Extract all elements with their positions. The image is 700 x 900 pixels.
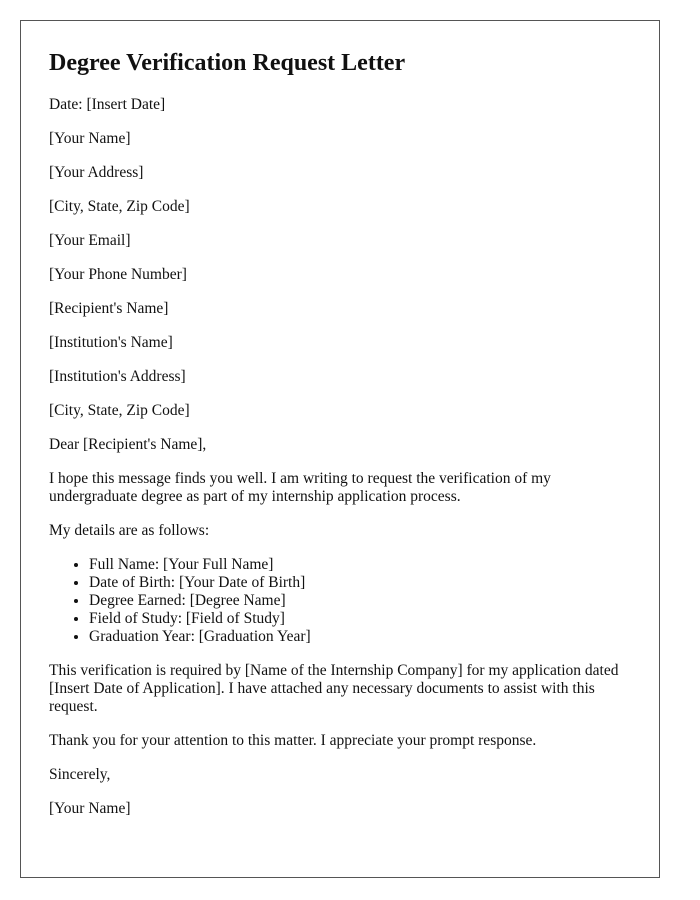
details-item-full-name: • Full Name: [Your Full Name] [89, 556, 631, 574]
recipient-city-state-zip: [City, State, Zip Code] [49, 402, 190, 419]
sender-address: [Your Address] [49, 164, 144, 181]
salutation: Dear [Recipient's Name], [49, 436, 207, 453]
closing: Sincerely, [49, 766, 111, 783]
date-line: Date: [Insert Date] [49, 96, 166, 113]
sender-email: [Your Email] [49, 232, 131, 249]
details-item-degree: • Degree Earned: [Degree Name] [89, 592, 631, 610]
purpose-paragraph: This verification is required by [Name of the Internship Company] for my application dated [Insert Date of Application]. I have attached any necessary documents to assist with this request. [49, 662, 619, 715]
details-intro: My details are as follows: [49, 522, 210, 539]
sender-phone: [Your Phone Number] [49, 266, 187, 283]
recipient-address: [Institution's Address] [49, 368, 186, 385]
recipient-name: [Recipient's Name] [49, 300, 169, 317]
recipient-institution: [Institution's Name] [49, 334, 173, 351]
details-list [49, 556, 631, 646]
letter-container [20, 20, 660, 878]
details-item-field-of-study: • Field of Study: [Field of Study] [89, 610, 631, 628]
sender-name: [Your Name] [49, 130, 131, 147]
sender-city-state-zip: [City, State, Zip Code] [49, 198, 190, 215]
signature: [Your Name] [49, 800, 131, 817]
details-item-graduation-year: • Graduation Year: [Graduation Year] [89, 628, 631, 646]
thanks-paragraph: Thank you for your attention to this matter. I appreciate your prompt response. [49, 732, 537, 749]
intro-paragraph: I hope this message finds you well. I am writing to request the verification of my undergraduate degree as part of my internship application process. [49, 470, 551, 505]
letter-title: Degree Verification Request Letter [49, 50, 406, 76]
details-item-date-of-birth: • Date of Birth: [Your Date of Birth] [89, 574, 631, 592]
